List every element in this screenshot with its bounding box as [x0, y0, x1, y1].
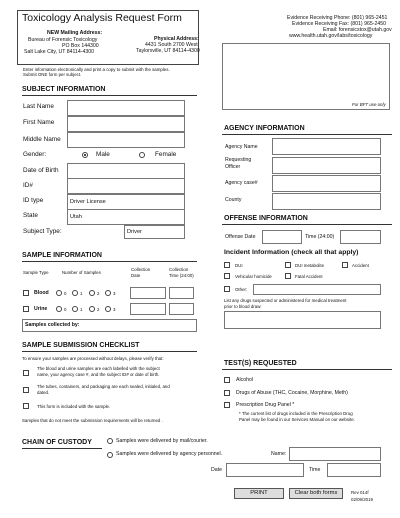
urine-count-2-radio[interactable] — [89, 306, 95, 312]
dob-input[interactable] — [67, 163, 185, 179]
custody-agency-radio[interactable] — [107, 452, 113, 458]
mailing-label: NEW Mailing Address: — [47, 30, 103, 36]
last-name-label: Last Name — [23, 103, 54, 110]
checklist-item: dated. — [37, 390, 50, 395]
test-prescription-label: Prescription Drug Panel * — [236, 402, 295, 408]
checklist-labelled-checkbox[interactable] — [23, 370, 29, 376]
last-name-input[interactable] — [67, 100, 185, 116]
id-number-label: ID# — [23, 182, 33, 189]
drugs-note: List any drugs suspected or administered for medical treatment — [224, 298, 347, 303]
checklist-item: The tubes, containers, and packaging are each sealed, initialed, and — [37, 384, 170, 389]
test-drugs-of-abuse-label: Drugs of Abuse (THC, Cocaine, Morphine, Meth) — [236, 390, 348, 396]
agency-heading: AGENCY INFORMATION — [224, 125, 305, 132]
incident-dui-label: DUI — [235, 263, 243, 268]
form-revision: Rev 014f — [351, 490, 369, 495]
col-collection-date: Date — [131, 273, 141, 278]
incident-accident-label: Accident — [352, 263, 369, 268]
custody-mail-radio[interactable] — [107, 438, 113, 444]
state-label: State — [23, 212, 38, 219]
gender-female-radio[interactable] — [139, 152, 145, 158]
count-label: 2 — [97, 291, 100, 296]
id-type-select[interactable]: Driver License — [67, 194, 185, 210]
offense-date-label: Offense Date — [225, 234, 256, 240]
col-sample-type: Sample Type — [23, 270, 49, 275]
bft-use-box — [222, 43, 390, 110]
custody-name-input[interactable] — [289, 447, 381, 461]
count-label: 3 — [113, 291, 116, 296]
count-label: 0 — [64, 291, 67, 296]
custody-name-label: Name: — [271, 451, 287, 457]
bft-note: For BFT use only — [352, 102, 386, 107]
agency-name-label: Agency Name — [225, 144, 258, 150]
incident-fatal-accident-label: Fatal Accident — [295, 274, 323, 279]
offense-heading: OFFENSE INFORMATION — [224, 215, 308, 222]
test-alcohol-label: Alcohol — [236, 377, 254, 383]
blood-checkbox[interactable] — [23, 290, 29, 296]
first-name-input[interactable] — [67, 116, 185, 132]
custody-mail-label: Samples were delivered by mail/courier. — [116, 438, 208, 444]
collected-by-input[interactable] — [83, 320, 196, 331]
urine-collection-date-input[interactable] — [130, 303, 166, 315]
id-number-input[interactable] — [67, 178, 185, 194]
middle-name-input[interactable] — [67, 132, 185, 148]
urine-count-3-radio[interactable] — [105, 306, 111, 312]
state-select[interactable]: Utah — [67, 209, 185, 225]
dob-label: Date of Birth — [23, 167, 59, 174]
checklist-intro: To ensure your samples are processed without delays, please verify that: — [22, 356, 164, 361]
urine-checkbox[interactable] — [23, 306, 29, 312]
gender-male-radio[interactable] — [82, 152, 88, 158]
agency-name-input[interactable] — [272, 138, 381, 155]
test-alcohol-checkbox[interactable] — [224, 377, 230, 383]
gender-female-label: Female — [155, 151, 177, 158]
county-input[interactable] — [272, 193, 381, 210]
incident-other-input[interactable] — [253, 284, 381, 295]
physical-line: Taylorsville, UT 84114-4300 — [136, 48, 200, 54]
incident-heading: Incident Information (check all that apply) — [224, 249, 359, 256]
blood-count-1-radio[interactable] — [72, 290, 78, 296]
requesting-officer-label: Officer — [225, 164, 241, 170]
count-label: 0 — [64, 307, 67, 312]
subject-type-label: Subject Type: — [23, 228, 62, 235]
drugs-note: prior to blood draw: — [224, 304, 262, 309]
contact-email[interactable]: Email: forensicstox@utah.gov — [323, 27, 392, 33]
blood-count-0-radio[interactable] — [56, 290, 62, 296]
divider — [22, 351, 197, 352]
count-label: 3 — [113, 307, 116, 312]
incident-accident-checkbox[interactable] — [342, 262, 348, 268]
count-label: 1 — [80, 291, 83, 296]
contact-phone: Evidence Receiving Phone: (801) 965-2451 — [287, 15, 388, 21]
first-name-label: First Name — [23, 119, 55, 126]
incident-dui-metabolite-label: DUI metabolite — [295, 263, 325, 268]
offense-time-label: Time (24:00) — [305, 234, 335, 240]
blood-label: Blood — [34, 290, 49, 296]
checklist-item: The blood and urine samples are each labelled with the subject — [37, 366, 160, 371]
sample-heading: SAMPLE INFORMATION — [22, 252, 102, 259]
divider — [222, 134, 392, 135]
subject-type-select[interactable]: Driver — [124, 225, 185, 239]
col-collection-date: Collection — [131, 267, 151, 272]
tests-note: * The current list of drugs included in the Prescription Drug — [239, 411, 353, 416]
mailing-line: Bureau of Forensic Toxicology — [28, 37, 98, 43]
divider — [22, 448, 102, 449]
mailing-line: PO Box 144300 — [62, 43, 99, 49]
page-title: Toxicology Analysis Request Form — [22, 12, 182, 24]
mailing-line: Salt Lake City, UT 84114-4300 — [24, 49, 95, 55]
collected-by-label: Samples collected by: — [25, 322, 80, 328]
gender-male-label: Male — [96, 151, 110, 158]
divider — [22, 261, 197, 262]
contact-website[interactable]: www.health.utah.gov/labs/toxicology — [289, 33, 373, 39]
blood-collection-date-input[interactable] — [130, 287, 166, 299]
contact-fax: Evidence Receiving Fax: (801) 965-2450 — [292, 21, 387, 27]
count-label: 2 — [97, 307, 100, 312]
test-prescription-checkbox[interactable] — [224, 402, 230, 408]
incident-fatal-accident-checkbox[interactable] — [285, 273, 291, 279]
checklist-sealed-checkbox[interactable] — [23, 387, 29, 393]
incident-dui-checkbox[interactable] — [224, 262, 230, 268]
incident-dui-metabolite-checkbox[interactable] — [285, 262, 291, 268]
checklist-heading: SAMPLE SUBMISSION CHECKLIST — [22, 342, 140, 349]
checklist-form-included-checkbox[interactable] — [23, 403, 29, 409]
tests-note: Panel may be found in our Services Manual on our website. — [239, 417, 355, 422]
custody-heading: CHAIN OF CUSTODY — [22, 439, 92, 446]
divider — [222, 224, 392, 225]
agency-case-input[interactable] — [272, 175, 381, 192]
custody-agency-label: Samples were delivered by agency personnel. — [116, 451, 223, 457]
physical-line: 4431 South 2700 West — [145, 42, 198, 48]
custody-time-label: Time — [309, 467, 321, 473]
instructions: Enter information electronically and print a copy to submit with the samples. — [23, 67, 170, 72]
divider — [22, 95, 197, 96]
agency-case-label: Agency case# — [225, 180, 258, 186]
drugs-administered-input[interactable] — [224, 311, 381, 329]
urine-count-0-radio[interactable] — [56, 306, 62, 312]
id-type-label: ID type — [23, 197, 44, 204]
checklist-footer: Samples that do not meet the submission requirements will be returned . — [22, 418, 163, 423]
urine-count-1-radio[interactable] — [72, 306, 78, 312]
clear-forms-button[interactable]: Clear both forms — [289, 488, 343, 499]
requesting-officer-input[interactable] — [272, 157, 381, 174]
requesting-officer-label: Requesting — [225, 157, 252, 163]
custody-time-input[interactable] — [327, 463, 381, 477]
gender-label: Gender: — [23, 151, 47, 158]
middle-name-label: Middle Name — [23, 136, 61, 143]
tests-heading: TEST(S) REQUESTED — [224, 360, 297, 367]
checklist-item: name, your agency case #, and the subject ID# or date of birth. — [37, 372, 160, 377]
col-collection-time: Collection — [169, 267, 189, 272]
checklist-item: This form is included with the sample. — [37, 404, 111, 409]
blood-count-2-radio[interactable] — [89, 290, 95, 296]
custody-date-input[interactable] — [226, 463, 304, 477]
urine-label: Urine — [34, 306, 48, 312]
offense-date-input[interactable] — [262, 230, 302, 244]
print-button[interactable]: PRINT — [234, 488, 284, 499]
physical-label: Physical Address: — [154, 36, 199, 42]
incident-other-checkbox[interactable] — [224, 286, 230, 292]
county-label: County — [225, 197, 242, 203]
blood-collection-time-input[interactable] — [169, 287, 194, 299]
count-label: 1 — [80, 307, 83, 312]
urine-collection-time-input[interactable] — [169, 303, 194, 315]
custody-date-label: Date — [211, 467, 222, 473]
test-drugs-of-abuse-checkbox[interactable] — [224, 390, 230, 396]
col-collection-time: Time (24:00) — [169, 273, 194, 278]
offense-time-input[interactable] — [340, 230, 381, 244]
blood-count-3-radio[interactable] — [105, 290, 111, 296]
col-number-samples: Number of Samples — [62, 270, 101, 275]
divider — [222, 369, 392, 370]
subject-heading: SUBJECT INFORMATION — [22, 86, 106, 93]
incident-vehicular-homicide-checkbox[interactable] — [224, 273, 230, 279]
incident-vehicular-homicide-label: Vehicular homicide — [235, 274, 272, 279]
incident-other-label: Other: — [235, 287, 248, 292]
form-date: 02/09/2019 — [351, 497, 373, 502]
instructions: Submit ONE form per subject. — [23, 72, 82, 77]
